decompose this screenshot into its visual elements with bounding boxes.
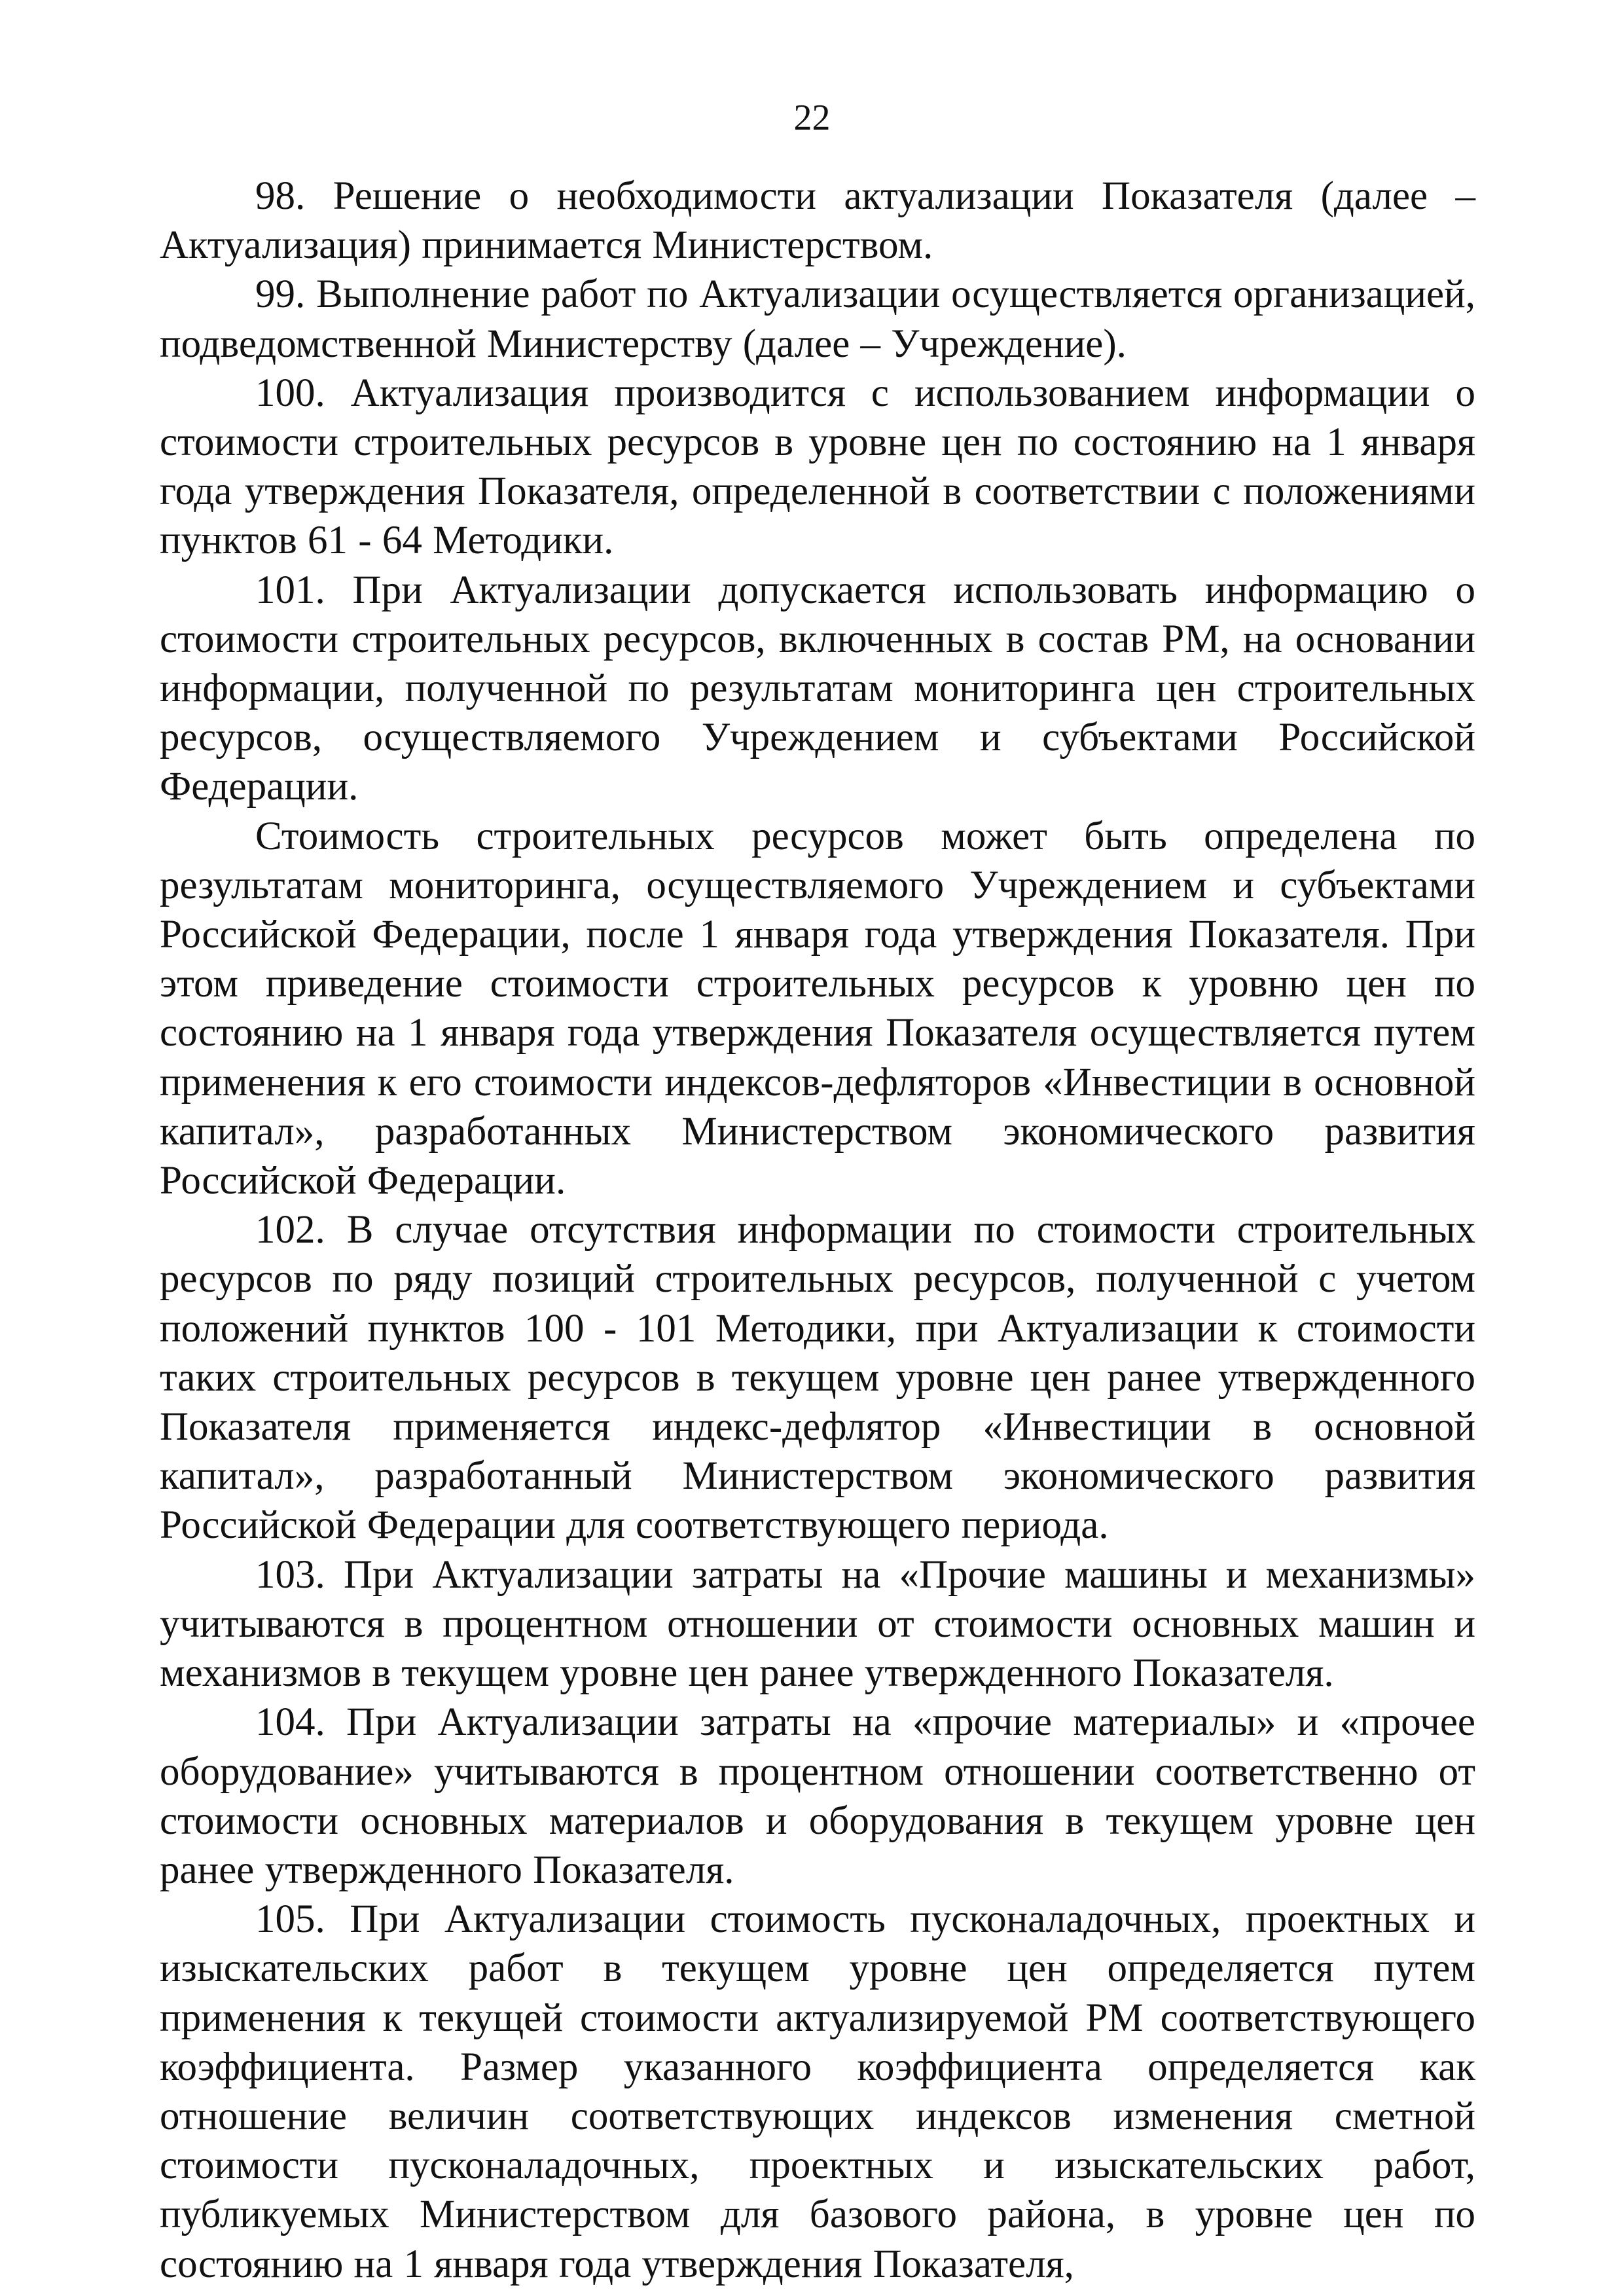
document-body — [160, 172, 1475, 2289]
paragraph-105: 105. При Актуализации стоимость пусконаладочных, проектных и изыскательских работ в текущем уровне цен определяется путем применения к текущей стоимости актуализируемой РМ соответствующего коэффициента. Размер указанного коэффициента определяется как отношение величин соответствующих индексов изменения сметной стоимости пусконаладочных, проектных и изыскательских работ, публикуемых Министерством для базового района, в уровне цен по состоянию на 1 января года утверждения Показателя, — [160, 1897, 1475, 2286]
paragraph-98: 98. Решение о необходимости актуализации Показателя (далее – Актуализация) принимается Министерством. — [160, 174, 1475, 268]
paragraph-100: 100. Актуализация производится с использованием информации о стоимости строительных ресурсов в уровне цен по состоянию на 1 января года утверждения Показателя, определенной в соответствии с положениями пунктов 61 - 64 Методики. — [160, 371, 1475, 563]
paragraph-101-continued: Стоимость строительных ресурсов может быть определена по результатам мониторинга, осуществляемого Учреждением и субъектами Российской Федерации, после 1 января года утверждения Показателя. При этом приведение стоимости строительных ресурсов к уровню цен по состоянию на 1 января года утверждения Показателя осуществляется путем применения к его стоимости индексов-дефляторов «Инвестиции в основной капитал», разработанных Министерством экономического развития Российской Федерации. — [160, 814, 1475, 1203]
paragraph-101: 101. При Актуализации допускается использовать информацию о стоимости строительных ресурсов, включенных в состав РМ, на основании информации, полученной по результатам мониторинга цен строительных ресурсов, осуществляемого Учреждением и субъектами Российской Федерации. — [160, 568, 1475, 809]
paragraph-103: 103. При Актуализации затраты на «Прочие машины и механизмы» учитываются в процентном отношении от стоимости основных машин и механизмов в текущем уровне цен ранее утвержденного Показателя. — [160, 1552, 1475, 1696]
paragraph-102: 102. В случае отсутствия информации по стоимости строительных ресурсов по ряду позиций строительных ресурсов, полученной с учетом положений пунктов 100 - 101 Методики, при Актуализации к стоимости таких строительных ресурсов в текущем уровне цен ранее утвержденного Показателя применяется индекс-дефлятор «Инвестиции в основной капитал», разработанный Министерством экономического развития Российской Федерации для соответствующего периода. — [160, 1208, 1475, 1548]
paragraph-104: 104. При Актуализации затраты на «прочие материалы» и «прочее оборудование» учитываются в процентном отношении соответственно от стоимости основных материалов и оборудования в текущем уровне цен ранее утвержденного Показателя. — [160, 1700, 1475, 1892]
paragraph-99: 99. Выполнение работ по Актуализации осуществляется организацией, подведомственной Министерству (далее – Учреждение). — [160, 272, 1475, 366]
page-number: 22 — [793, 98, 831, 138]
